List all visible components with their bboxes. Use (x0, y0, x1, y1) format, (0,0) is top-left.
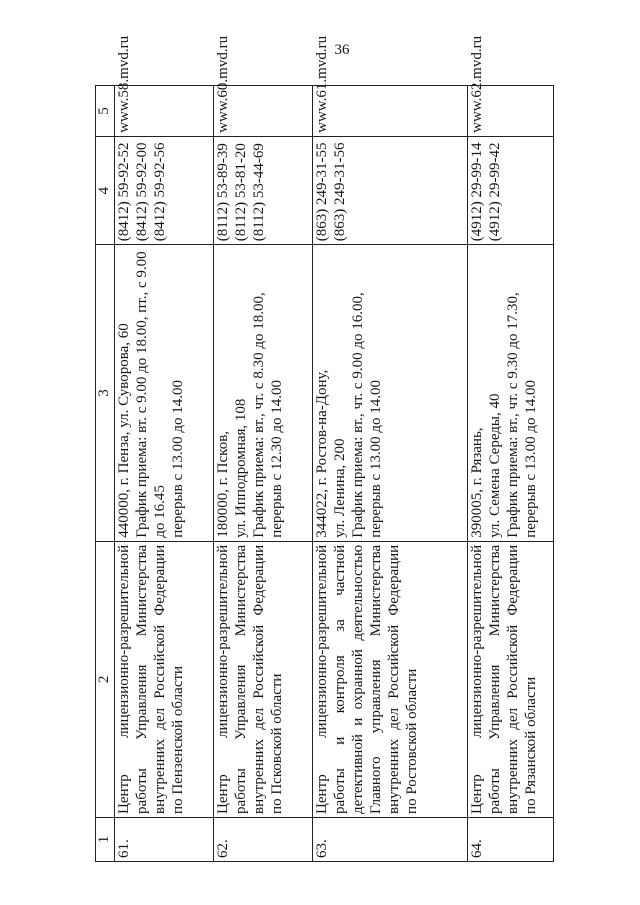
row-number: 61. (115, 817, 214, 861)
organization-name: Центр лицензионно-разрешительной работы и контроля за частной детективной и охранной деятельностью Главного управления Министерства внутренних дел Российской Федерации по Ростовской области (313, 541, 468, 817)
address-and-hours: 390005, г. Рязань, ул. Семена Середы, 40 График приема: вт., чт. с 9.30 до 17.30, перерыв с 13.00 до 14.00 (468, 245, 554, 542)
website-link[interactable]: www.58.mvd.ru (115, 86, 214, 137)
column-header-5: 5 (96, 86, 115, 137)
row-number: 64. (468, 817, 554, 861)
table-header-row (96, 86, 115, 862)
phone-numbers: (4912) 29-99-14 (4912) 29-99-42 (468, 136, 554, 244)
organization-name: Центр лицензионно-разрешительной работы Управления Министерства внутренних дел Российской Федерации по Рязанской области (468, 541, 554, 817)
column-header-2: 2 (96, 541, 115, 817)
address-and-hours: 344022, г. Ростов-на-Дону, ул. Ленина, 200 График приема: вт., чт. с 9.00 до 16.00, перерыв с 13.00 до 14.00 (313, 245, 468, 542)
website-link[interactable]: www.61.mvd.ru (313, 86, 468, 137)
organization-name: Центр лицензионно-разрешительной работы Управления Министерства внутренних дел Российской Федерации по Пензенской области (115, 541, 214, 817)
phone-numbers: (8412) 59-92-52 (8412) 59-92-00 (8412) 59-92-56 (115, 136, 214, 244)
table-row-63 (313, 86, 468, 862)
table-row-61 (115, 86, 214, 862)
website-link[interactable]: www.60.mvd.ru (214, 86, 313, 137)
phone-numbers: (863) 249-31-55 (863) 249-31-56 (313, 136, 468, 244)
row-number: 62. (214, 817, 313, 861)
address-and-hours: 440000, г. Пенза, ул. Суворова, 60 График приема: вт. с 9.00 до 18.00, пт., с 9.00 до 16.45 перерыв с 13.00 до 14.00 (115, 245, 214, 542)
column-header-1: 1 (96, 817, 115, 861)
address-and-hours: 180000, г. Псков, ул. Ипподромная, 108 График приема: вт., чт. с 8.30 до 18.00, перерыв с 12.30 до 14.00 (214, 245, 313, 542)
table-row-62 (214, 86, 313, 862)
phone-numbers: (8112) 53-89-39 (8112) 53-81-20 (8112) 53-44-69 (214, 136, 313, 244)
row-number: 63. (313, 817, 468, 861)
column-header-3: 3 (96, 245, 115, 542)
table-row-64 (468, 86, 554, 862)
organization-name: Центр лицензионно-разрешительной работы Управления Министерства внутренних дел Российской Федерации по Псковской области (214, 541, 313, 817)
website-link[interactable]: www.62.mvd.ru (468, 86, 554, 137)
page-number: 36 (334, 42, 350, 58)
column-header-4: 4 (96, 136, 115, 244)
